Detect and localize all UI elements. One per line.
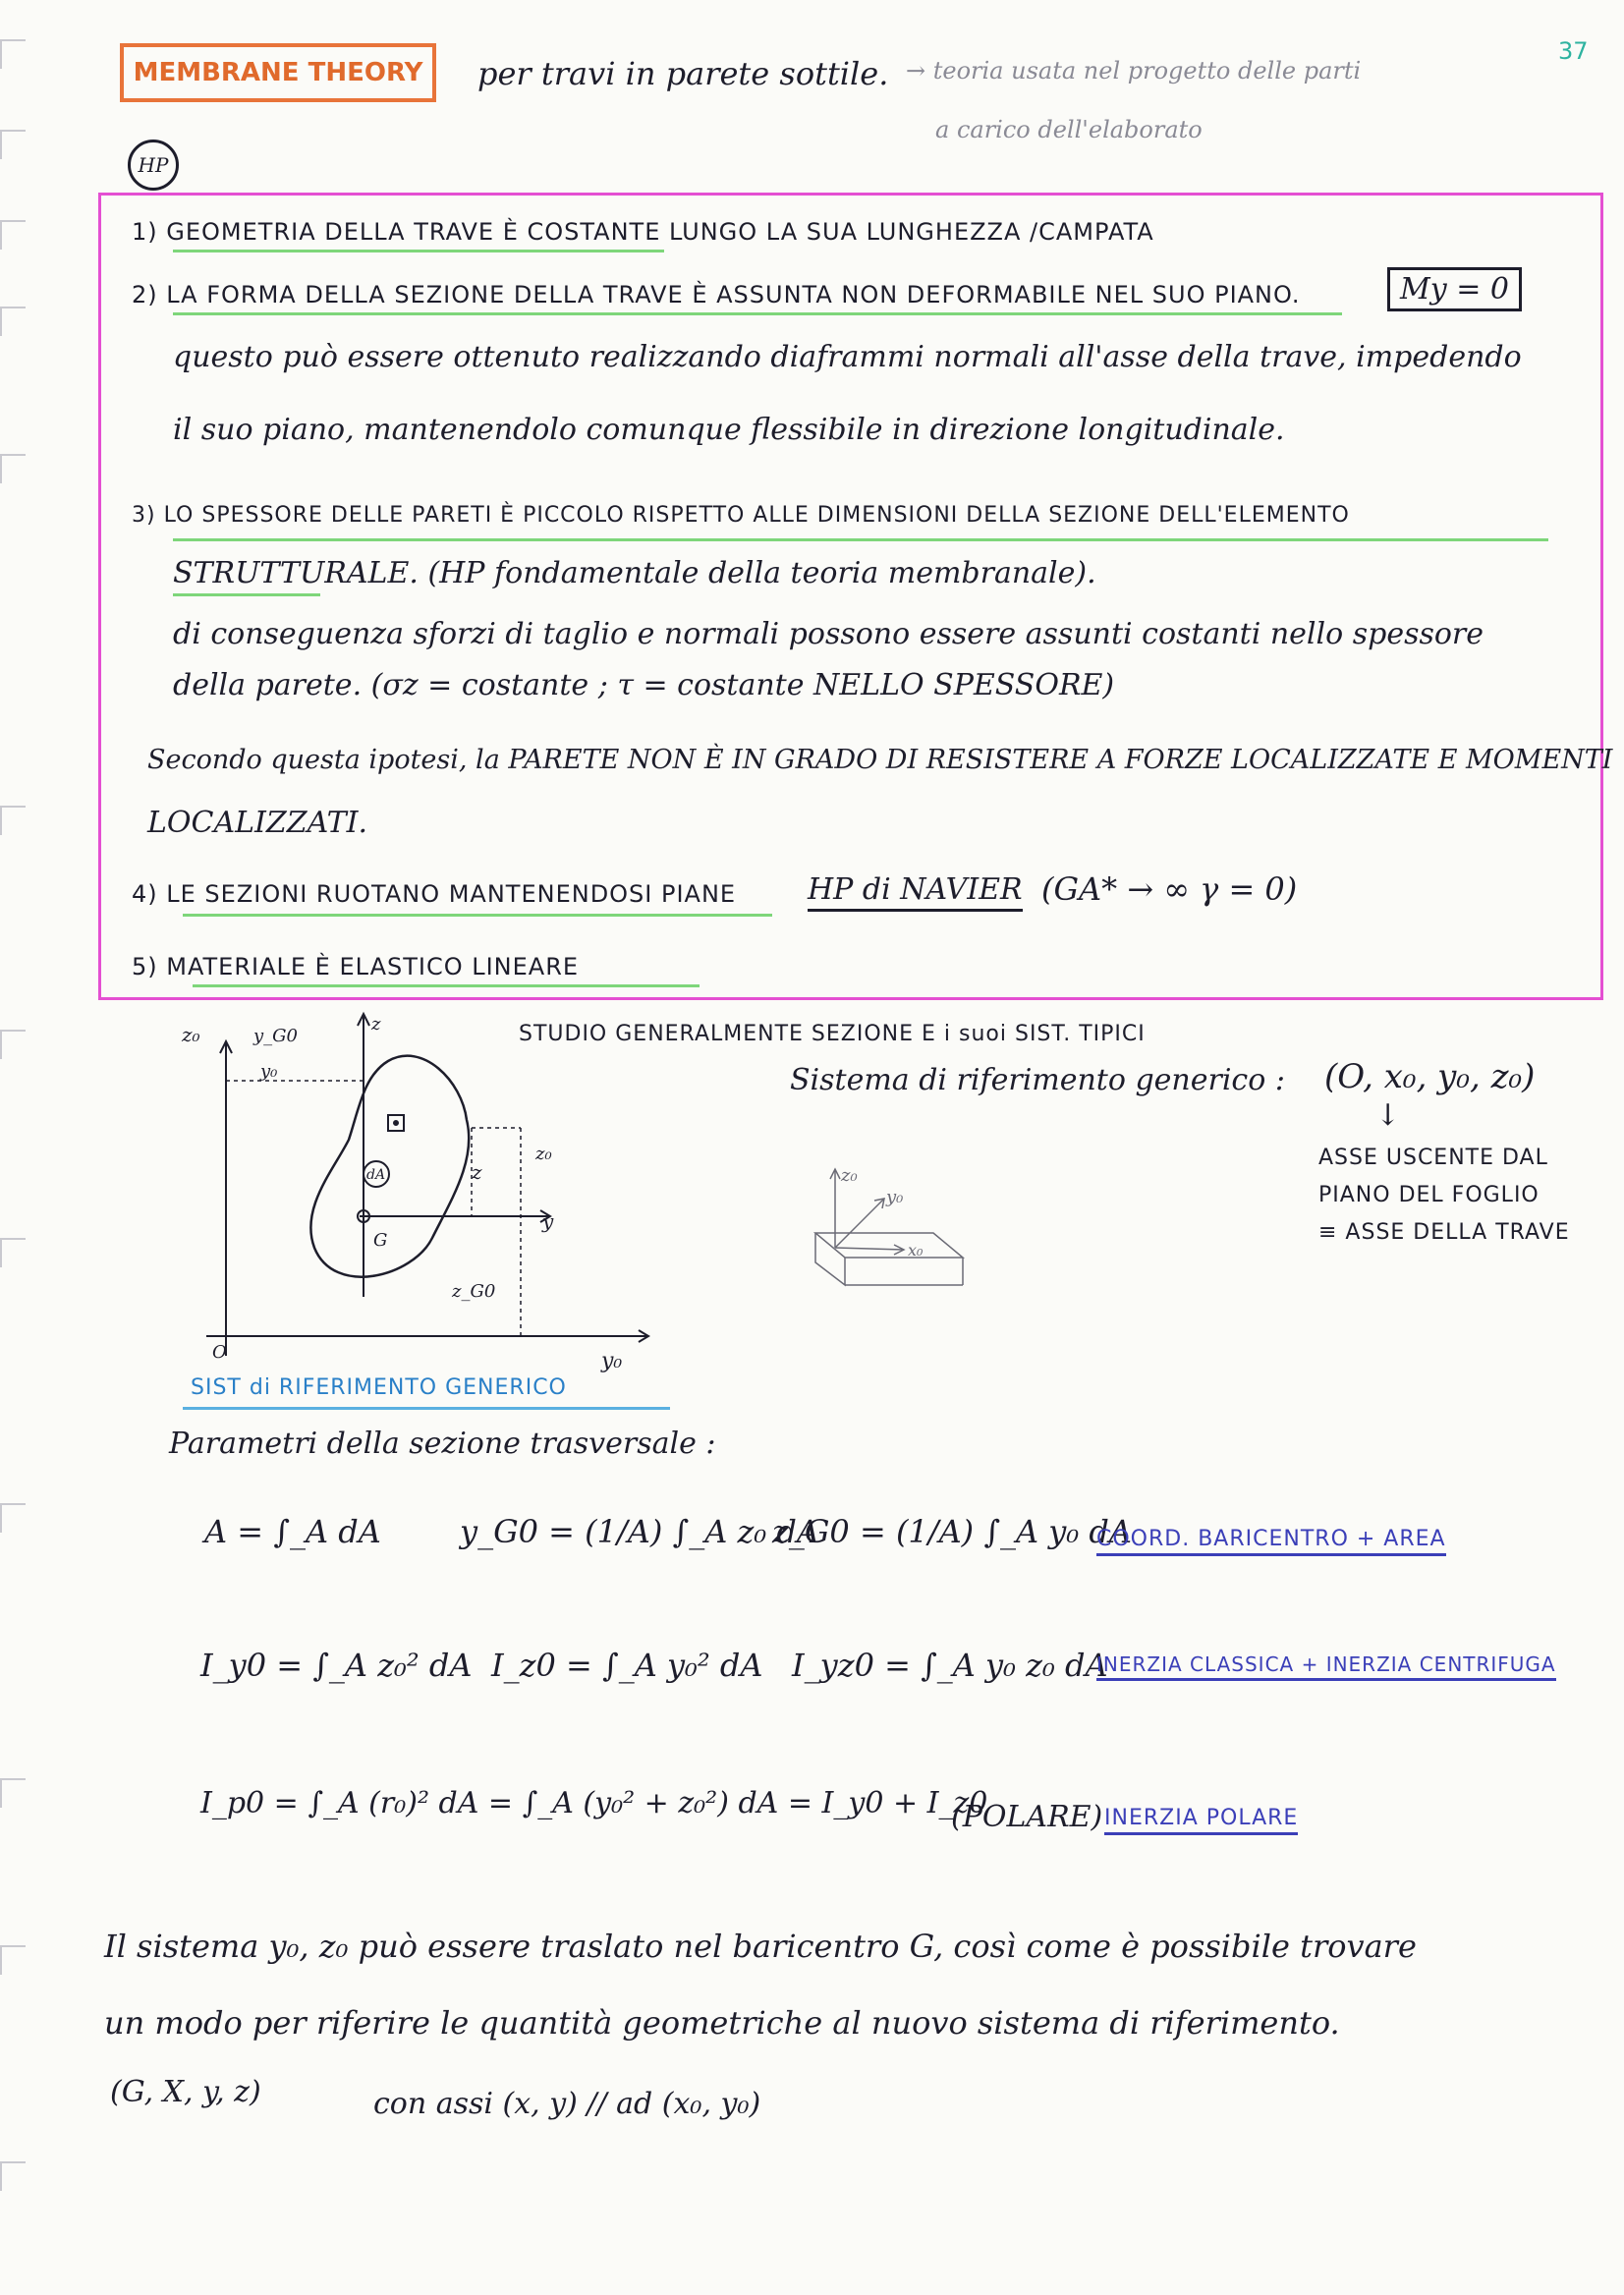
formula-Iyz0: I_yz0 = ∫_A y₀ z₀ dA bbox=[792, 1647, 1108, 1684]
formula-zG0: z_G0 = (1/A) ∫_A y₀ dA bbox=[772, 1513, 1132, 1550]
cross-section-shape bbox=[310, 1056, 469, 1277]
hypothesis-4-formula: (GA* → ∞ γ = 0) bbox=[1041, 870, 1298, 908]
beam-axes-sketch bbox=[796, 1140, 982, 1287]
coord-label: COORD. BARICENTRO + AREA bbox=[1096, 1527, 1446, 1556]
hypothesis-2: 2) LA FORMA DELLA SEZIONE DELLA TRAVE È ASSUNTA NON DEFORMABILE NEL SUO PIANO. bbox=[132, 281, 1301, 308]
axis-note-1: ASSE USCENTE DAL bbox=[1318, 1146, 1548, 1170]
hypothesis-3-note-3: Secondo questa ipotesi, la PARETE NON È IN GRADO DI RESISTERE A FORZE LOCALIZZATE E MOMENTI bbox=[147, 745, 1613, 775]
title-note: per travi in parete sottile. bbox=[477, 55, 889, 92]
sist-underline bbox=[183, 1407, 670, 1410]
sist-label: SIST di RIFERIMENTO GENERICO bbox=[191, 1375, 567, 1400]
formula-yG0: y_G0 = (1/A) ∫_A z₀ dA bbox=[460, 1513, 819, 1550]
hp-label: HP bbox=[138, 153, 169, 177]
hypothesis-4-navier: HP di NAVIER bbox=[808, 872, 1023, 912]
closing-line-2: un modo per riferire le quantità geometriche al nuovo sistema di riferimento. bbox=[104, 2004, 1340, 2042]
label-z: z bbox=[472, 1160, 482, 1184]
hypothesis-4: 4) LE SEZIONI RUOTANO MANTENENDOSI PIANE bbox=[132, 880, 737, 908]
label-O: O bbox=[212, 1342, 227, 1363]
params-heading: Parametri della sezione trasversale : bbox=[169, 1427, 716, 1461]
hypothesis-2-underline bbox=[173, 312, 1342, 315]
formula-Ip0: I_p0 = ∫_A (r₀)² dA = ∫_A (y₀² + z₀²) dA = I_y0 + I_z0 bbox=[200, 1786, 988, 1820]
label-y0-axis: y₀ bbox=[601, 1349, 623, 1373]
label-zG0: z_G0 bbox=[452, 1281, 496, 1302]
study-heading: STUDIO GENERALMENTE SEZIONE E i suoi SIST. TIPICI bbox=[519, 1022, 1146, 1046]
ref-system-coords: (O, x₀, y₀, z₀) bbox=[1324, 1057, 1536, 1096]
label-yG0: y_G0 bbox=[253, 1026, 298, 1046]
hypothesis-2-box: My = 0 bbox=[1387, 267, 1522, 311]
hypothesis-5: 5) MATERIALE È ELASTICO LINEARE bbox=[132, 953, 580, 980]
formula-Iz0: I_z0 = ∫_A y₀² dA bbox=[491, 1647, 763, 1684]
hypothesis-5-underline bbox=[193, 984, 700, 987]
formula-Iy0: I_y0 = ∫_A z₀² dA bbox=[200, 1647, 473, 1684]
polar-label: INERZIA POLARE bbox=[1104, 1806, 1298, 1835]
hypothesis-3-underline bbox=[173, 538, 1548, 541]
ref-system-arrow: ↓ bbox=[1375, 1098, 1401, 1133]
sketch-z0: z₀ bbox=[841, 1165, 858, 1186]
closing-line-1: Il sistema y₀, z₀ può essere traslato nel baricentro G, così come è possibile trovare bbox=[104, 1928, 1417, 1965]
axis-note-2: PIANO DEL FOGLIO bbox=[1318, 1183, 1540, 1207]
hypothesis-3-note-2: della parete. (σz = costante ; τ = costante NELLO SPESSORE) bbox=[173, 668, 1115, 702]
inertia-label: INERZIA CLASSICA + INERZIA CENTRIFUGA bbox=[1096, 1652, 1556, 1681]
hypothesis-2-note-1: questo può essere ottenuto realizzando diaframmi normali all'asse della trave, impedendo bbox=[173, 340, 1522, 374]
label-y0: y₀ bbox=[260, 1061, 278, 1082]
page-title-text: MEMBRANE THEORY bbox=[133, 58, 423, 87]
label-z0-right: z₀ bbox=[535, 1144, 552, 1164]
label-z-top: z bbox=[371, 1014, 381, 1035]
hypothesis-2-note-2: il suo piano, mantenendolo comunque flessibile in direzione longitudinale. bbox=[173, 413, 1285, 447]
hypothesis-1: 1) GEOMETRIA DELLA TRAVE È COSTANTE LUNGO LA SUA LUNGHEZZA /CAMPATA bbox=[132, 218, 1154, 246]
hypothesis-3-note-1: di conseguenza sforzi di taglio e normali possono essere assunti costanti nello spessore bbox=[173, 617, 1484, 651]
hypothesis-4-underline bbox=[183, 914, 772, 917]
hypothesis-3-line-1: 3) LO SPESSORE DELLE PARETI È PICCOLO RISPETTO ALLE DIMENSIONI DELLA SEZIONE DELL'ELEMENTO bbox=[132, 503, 1350, 528]
formula-polare: (POLARE) bbox=[951, 1800, 1103, 1834]
closing-line-4: con assi (x, y) // ad (x₀, y₀) bbox=[373, 2087, 761, 2121]
sketch-y0: y₀ bbox=[886, 1187, 904, 1207]
label-dA: dA bbox=[366, 1167, 386, 1183]
hypothesis-1-underline bbox=[173, 250, 664, 252]
axis-note-3: ≡ ASSE DELLA TRAVE bbox=[1318, 1220, 1570, 1245]
hp-circle bbox=[128, 140, 179, 191]
label-y: y bbox=[542, 1209, 554, 1233]
section-diagram bbox=[177, 1002, 668, 1375]
label-G: G bbox=[373, 1230, 388, 1251]
label-z0: z₀ bbox=[182, 1023, 200, 1046]
side-note-line1: → teoria usata nel progetto delle parti bbox=[906, 57, 1362, 84]
hypothesis-3-underline-2 bbox=[173, 593, 320, 596]
formula-area: A = ∫_A dA bbox=[204, 1513, 381, 1550]
sketch-x0: x₀ bbox=[908, 1241, 924, 1259]
hypothesis-3-note-4: LOCALIZZATI. bbox=[147, 806, 368, 840]
page-title bbox=[120, 43, 436, 102]
hypothesis-3-line-2: STRUTTURALE. (HP fondamentale della teoria membranale). bbox=[173, 556, 1096, 590]
closing-line-3: (G, X, y, z) bbox=[110, 2075, 261, 2109]
page-number: 37 bbox=[1558, 37, 1589, 65]
side-note-line2: a carico dell'elaborato bbox=[935, 116, 1203, 143]
ref-system-label: Sistema di riferimento generico : bbox=[790, 1063, 1285, 1097]
